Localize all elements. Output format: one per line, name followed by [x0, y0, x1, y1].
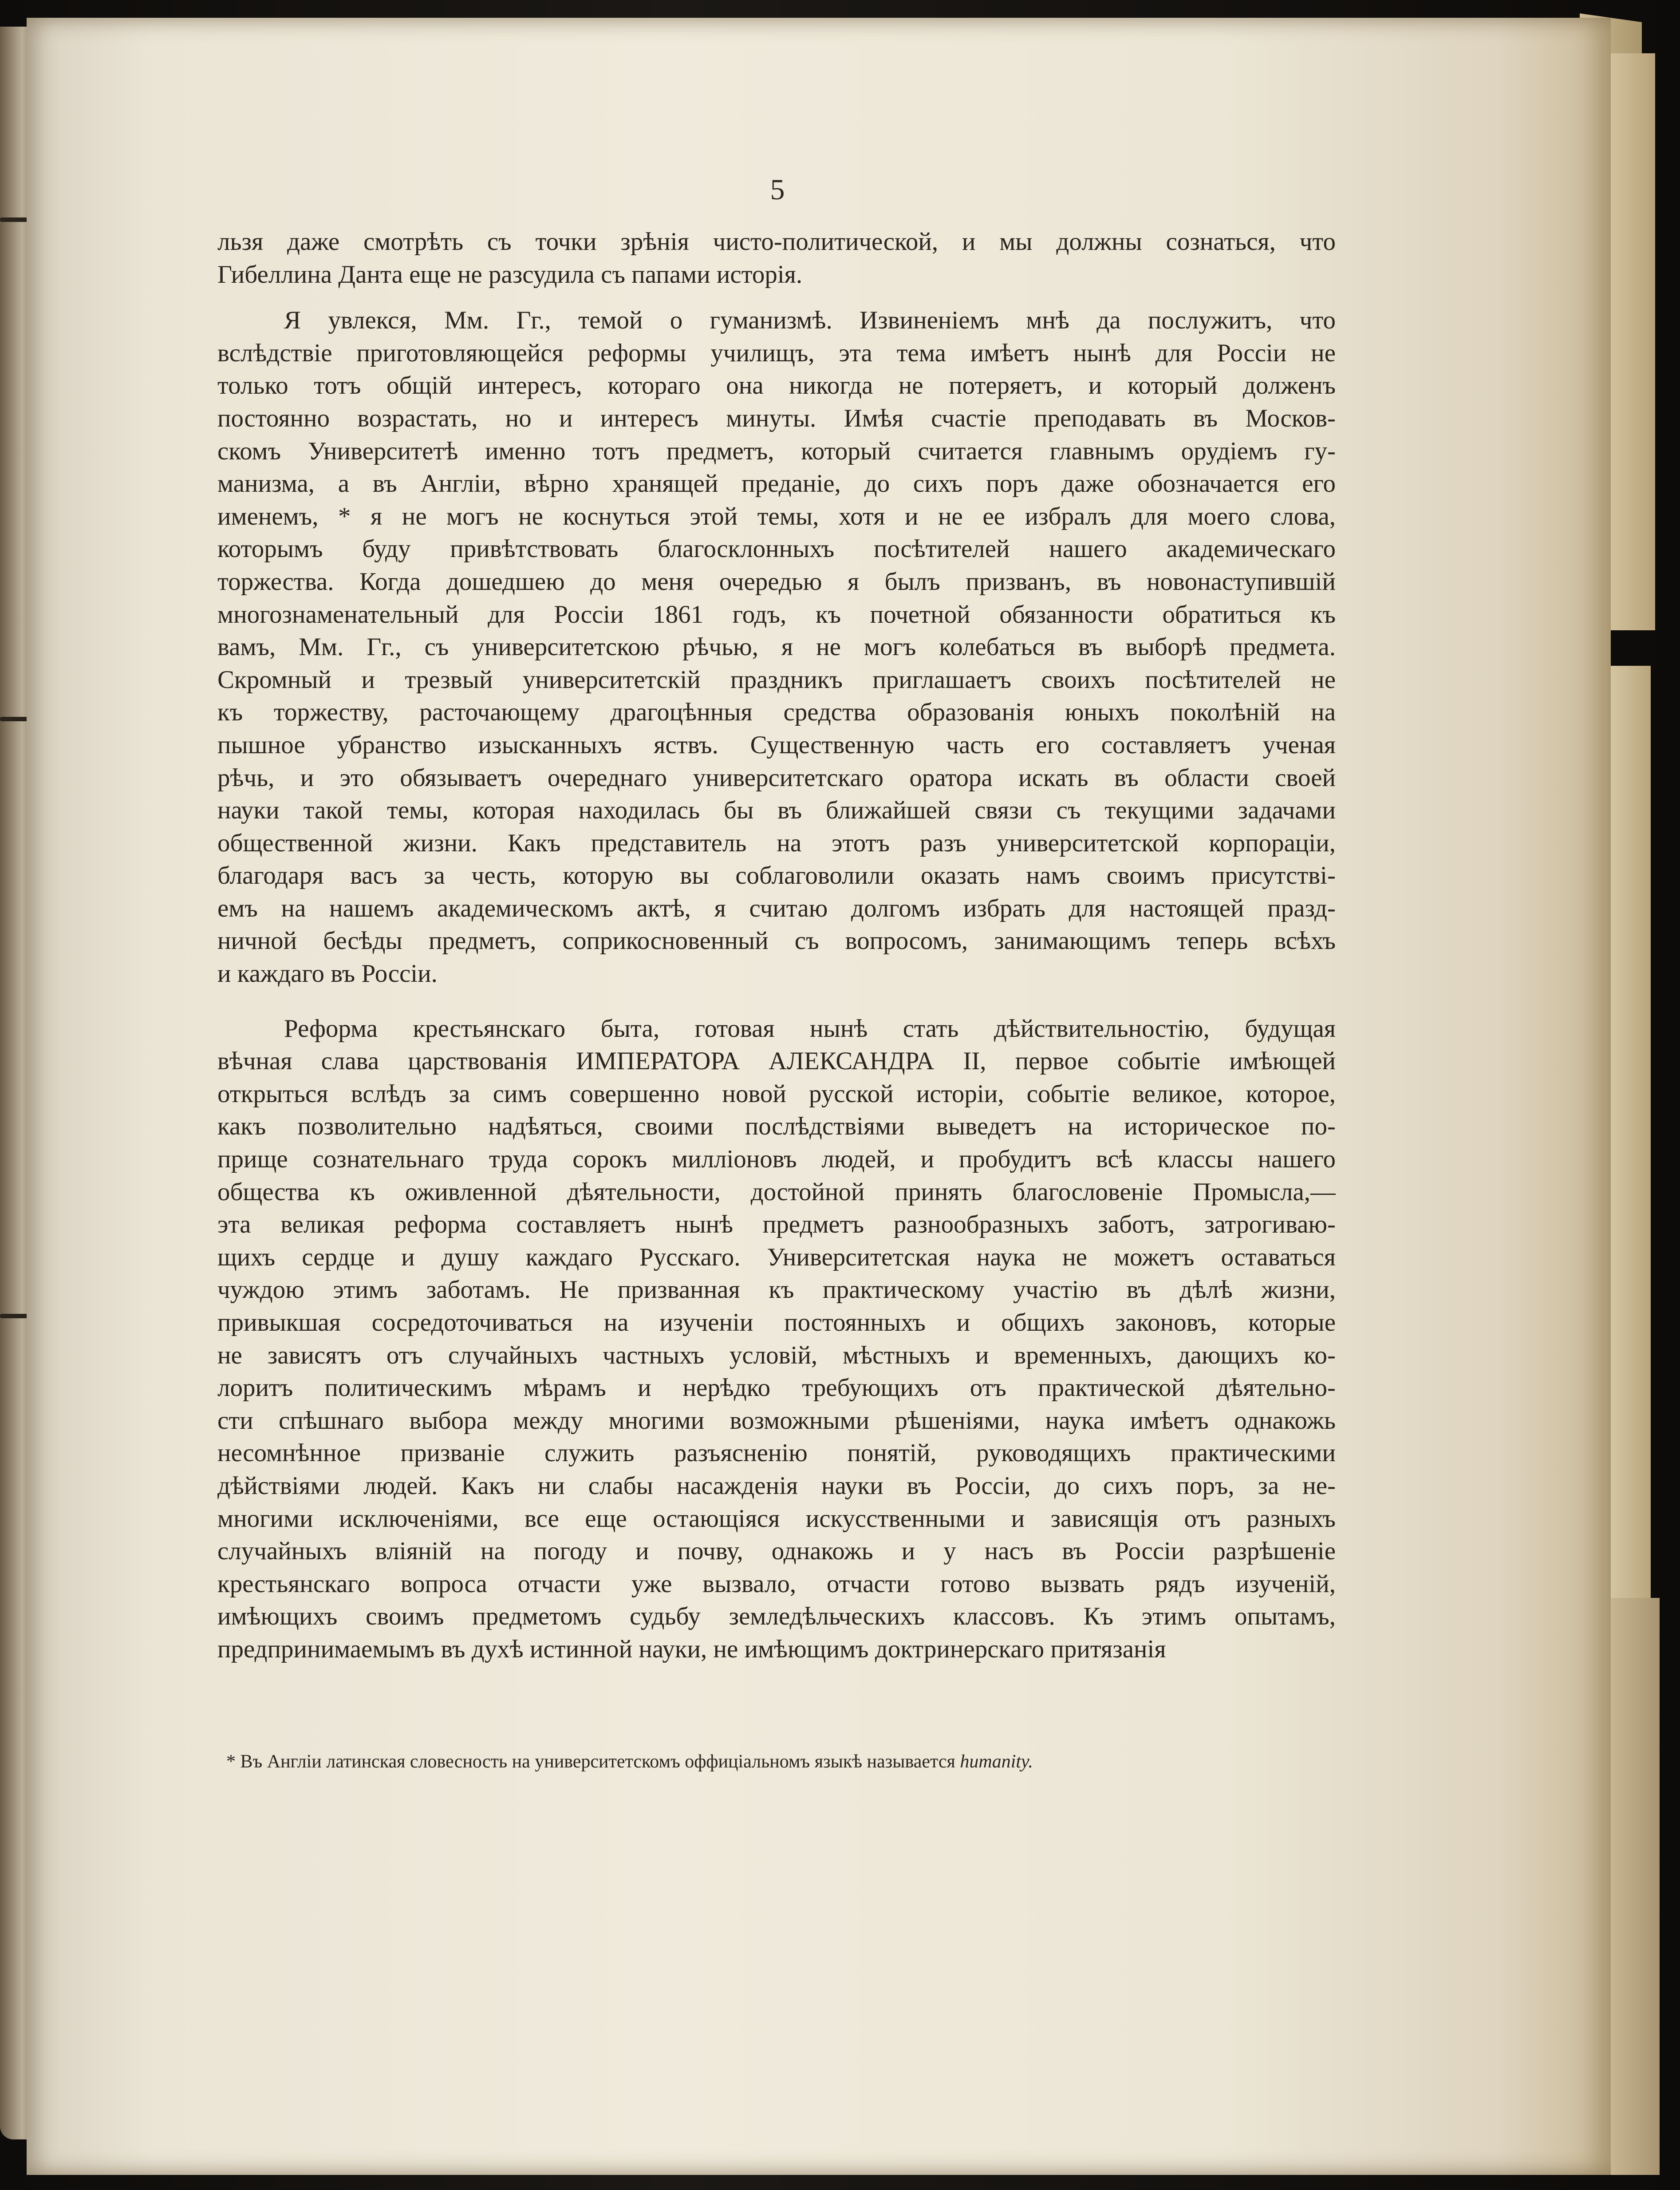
text-line: чуждою этимъ заботамъ. Не призванная къ практическому участію въ дѣлѣ жизни, [217, 1276, 1336, 1304]
page-number: 5 [770, 174, 785, 206]
text-line: торжества. Когда дошедшею до меня очередью я былъ призванъ, въ новонаступившій [217, 567, 1336, 596]
text-line: ничной бесѣды предметъ, соприкосновенный съ вопросомъ, занимающимъ теперь всѣхъ [217, 927, 1336, 955]
text-line: предпринимаемымъ въ духѣ истинной науки, не имѣющимъ доктринерскаго притязанія [217, 1635, 1166, 1663]
text-line: открыться вслѣдъ за симъ совершенно новой русской исторіи, событіе великое, которое, [217, 1079, 1336, 1108]
text-line: имѣющихъ своимъ предметомъ судьбу земледѣльческихъ классовъ. Къ этимъ опытамъ, [217, 1602, 1336, 1631]
text-line: Реформа крестьянскаго быта, готовая нынѣ стать дѣйствительностію, будущая [284, 1014, 1336, 1043]
text-line: рѣчь, и это обязываетъ очереднаго университетскаго оратора искать въ области своей [217, 763, 1336, 792]
text-line: Скромный и трезвый университетскій праздникъ приглашаетъ своихъ посѣтителей не [217, 665, 1336, 694]
text-line: случайныхъ вліяній на погоду и почву, однакожь и у насъ въ Россіи разрѣшеніе [217, 1537, 1336, 1565]
text-line: благодаря васъ за честь, которую вы соблаговолили оказать намъ своимъ присутстві- [217, 862, 1336, 890]
text-line: общественной жизни. Какъ представитель на этотъ разъ университетской корпораціи, [217, 829, 1336, 857]
text-line: эта великая реформа составляетъ нынѣ предметъ разнообразныхъ заботъ, затрогиваю- [217, 1210, 1336, 1239]
text-line: которымъ буду привѣтствовать благосклонныхъ посѣтителей нашего академическаго [217, 535, 1336, 563]
text-line: какъ позволительно надѣяться, своими послѣдствіями выведетъ на историческое по- [217, 1112, 1336, 1141]
text-line: привыкшая сосредоточиваться на изученіи постоянныхъ и общихъ законовъ, которые [217, 1308, 1336, 1336]
footnote-text: * Въ Англіи латинская словесность на университетскомъ оффиціальномъ языкѣ называется [226, 1751, 955, 1772]
text-line: Я увлекся, Мм. Гг., темой о гуманизмѣ. Извиненіемъ мнѣ да послужитъ, что [284, 306, 1336, 335]
text-line: сти спѣшнаго выбора между многими возможными рѣшеніями, наука имѣетъ однакожь [217, 1406, 1336, 1435]
text-line: пышное убранство изысканныхъ яствъ. Существенную часть его составляетъ ученая [217, 731, 1336, 759]
text-line: манизма, а въ Англіи, вѣрно хранящей преданіе, до сихъ поръ даже обозначается его [217, 470, 1336, 498]
text-line: вамъ, Мм. Гг., съ университетскою рѣчью, я не могъ колебаться въ выборѣ предмета. [217, 633, 1336, 661]
footnote [226, 1751, 1247, 1772]
body-text [217, 225, 1336, 1666]
footnote-term: humanity. [960, 1751, 1033, 1772]
text-line: науки такой темы, которая находилась бы въ ближайшей связи съ текущими задачами [217, 796, 1336, 825]
text-line: вслѣдствіе приготовляющейся реформы училищъ, эта тема имѣетъ нынѣ для Россіи не [217, 339, 1336, 367]
paragraph [217, 1012, 1336, 1666]
text-line: многознаменательный для Россіи 1861 годъ, къ почетной обязанности обратиться къ [217, 600, 1336, 629]
text-line: лоритъ политическимъ мѣрамъ и нерѣдко требующихъ отъ практической дѣятельно- [217, 1374, 1336, 1402]
text-line: только тотъ общій интересъ, котораго она никогда не потеряетъ, и который долженъ [217, 372, 1336, 400]
text-line: постоянно возрастать, но и интересъ минуты. Имѣя счастіе преподавать въ Москов- [217, 404, 1336, 432]
text-line: несомнѣнное призваніе служить разъясненію понятій, руководящихъ практическими [217, 1439, 1336, 1467]
text-line: Гибеллина Данта еще не разсудила съ папами исторія. [217, 260, 803, 289]
paragraph [217, 225, 1336, 291]
text-line: льзя даже смотрѣть съ точки зрѣнія чисто-политической, и мы должны сознаться, что [217, 228, 1336, 256]
text-line: дѣйствіями людей. Какъ ни слабы насажденія науки въ Россіи, до сихъ поръ, за не- [217, 1471, 1336, 1500]
text-line: крестьянскаго вопроса отчасти уже вызвало, отчасти готово вызвать рядъ изученій, [217, 1569, 1336, 1598]
text-line: емъ на нашемъ академическомъ актѣ, я считаю долгомъ избрать для настоящей празд- [217, 894, 1336, 922]
text-line: къ торжеству, расточающему драгоцѣнныя средства образованія юныхъ поколѣній на [217, 698, 1336, 727]
text-line: многими исключеніями, все еще остающіяся искусственными и зависящія отъ разныхъ [217, 1504, 1336, 1533]
text-line: именемъ, * я не могъ не коснуться этой темы, хотя и не ее избралъ для моего слова, [217, 502, 1336, 530]
text-line: не зависятъ отъ случайныхъ частныхъ условій, мѣстныхъ и временныхъ, дающихъ ко- [217, 1341, 1336, 1369]
text-line: прище сознательнаго труда сорокъ милліоновъ людей, и пробудитъ всѣ классы нашего [217, 1145, 1336, 1174]
text-line: скомъ Университетѣ именно тотъ предметъ, который считается главнымъ орудіемъ гу- [217, 437, 1336, 465]
paragraph [217, 304, 1336, 990]
text-line: щихъ сердце и душу каждаго Русскаго. Университетская наука не можетъ оставаться [217, 1243, 1336, 1271]
text-line: и каждаго въ Россіи. [217, 960, 438, 988]
text-line: вѣчная слава царствованія ИМПЕРАТОРА АЛЕКСАНДРА II, первое событіе имѣющей [217, 1047, 1336, 1075]
frayed-page-edge [1611, 666, 1651, 1598]
text-line: общества къ оживленной дѣятельности, достойной принять благословеніе Промысла,— [217, 1178, 1336, 1206]
